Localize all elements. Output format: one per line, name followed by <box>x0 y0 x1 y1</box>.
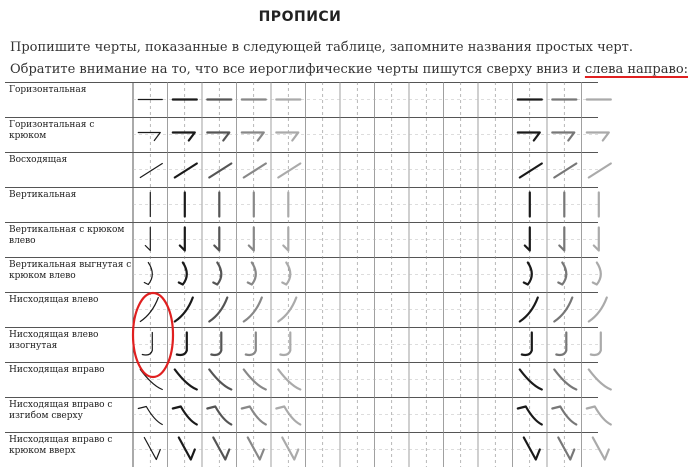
row-label: Вертикальная выгнутая с крюком влево <box>9 260 132 281</box>
stroke-sample <box>518 407 542 425</box>
stroke-sample <box>242 133 264 141</box>
row-label: Нисходящая вправо <box>9 365 105 375</box>
stroke-sample <box>214 228 219 251</box>
stroke-sample <box>276 407 300 425</box>
row-label: Нисходящая влево изогнутая <box>9 330 99 351</box>
row-label: Восходящая <box>9 155 68 165</box>
stroke-sample <box>282 438 298 460</box>
stroke-sample <box>179 263 187 285</box>
stroke-sample <box>276 133 298 141</box>
stroke-sample <box>278 298 296 322</box>
stroke-sample <box>591 333 601 356</box>
stroke-sample <box>140 164 162 178</box>
stroke-sample <box>244 164 266 178</box>
stroke-sample <box>524 438 540 460</box>
stroke-sample <box>518 133 540 141</box>
row-label: Вертикальная <box>9 190 77 200</box>
stroke-sample <box>280 333 290 356</box>
stroke-sample <box>175 164 197 178</box>
stroke-sample <box>145 228 150 251</box>
stroke-sample <box>524 263 532 285</box>
underlined-phrase: слева направо: <box>584 62 688 77</box>
stroke-sample <box>558 438 574 460</box>
row-label: Нисходящая вправо с крюком вверх <box>9 435 113 456</box>
stroke-sample <box>522 333 532 356</box>
grid-lines <box>5 82 598 467</box>
stroke-sample <box>207 133 229 141</box>
stroke-sample <box>138 133 160 141</box>
stroke-sample <box>552 407 576 425</box>
stroke-sample <box>248 263 256 285</box>
stroke-sample <box>589 370 611 390</box>
stroke-sample <box>173 407 197 425</box>
stroke-sample <box>180 228 185 251</box>
stroke-sample <box>138 407 162 425</box>
stroke-sample <box>213 263 221 285</box>
stroke-sample <box>246 333 256 356</box>
practice-grid <box>5 82 598 467</box>
instructions <box>10 37 688 81</box>
stroke-sample <box>278 164 300 178</box>
stroke-sample <box>587 133 609 141</box>
stroke-sample <box>283 228 288 251</box>
stroke-sample <box>520 164 542 178</box>
stroke-sample <box>242 407 266 425</box>
stroke-sample <box>554 298 572 322</box>
stroke-practice-table <box>5 82 598 467</box>
stroke-sample <box>140 298 158 322</box>
stroke-sample <box>144 263 152 285</box>
row-label: Вертикальная с крюком влево <box>9 225 125 246</box>
stroke-sample <box>144 438 160 460</box>
stroke-sample <box>593 438 609 460</box>
instruction-line-2-text: Обратите внимание на то, что все иероглифические черты пишутся сверху вниз и <box>10 62 585 77</box>
row-label: Горизонтальная <box>9 85 87 95</box>
stroke-sample <box>589 164 611 178</box>
instruction-line-1: Пропишите черты, показанные в следующей таблице, запомните названия простых черт. <box>10 40 634 55</box>
stroke-sample <box>556 333 566 356</box>
stroke-sample <box>209 164 231 178</box>
stroke-sample <box>173 133 195 141</box>
stroke-sample <box>594 228 599 251</box>
stroke-sample <box>249 228 254 251</box>
instruction-line-2 <box>10 59 688 81</box>
stroke-sample <box>142 333 152 356</box>
stroke-sample <box>179 438 195 460</box>
row-label: Горизонтальная с крюком <box>9 120 95 141</box>
stroke-sample <box>593 263 601 285</box>
stroke-sample <box>282 263 290 285</box>
stroke-sample <box>177 333 187 356</box>
stroke-sample <box>525 228 530 251</box>
stroke-sample <box>558 263 566 285</box>
stroke-sample <box>552 133 574 141</box>
row-label: Нисходящая вправо с изгибом сверху <box>9 400 113 421</box>
stroke-sample <box>211 333 221 356</box>
stroke-sample <box>207 407 231 425</box>
stroke-sample <box>554 164 576 178</box>
stroke-sample <box>559 228 564 251</box>
stroke-sample <box>248 438 264 460</box>
page-title: ПРОПИСИ <box>258 9 342 25</box>
row-label: Нисходящая влево <box>9 295 99 305</box>
red-highlight-circle <box>133 293 173 377</box>
stroke-sample <box>213 438 229 460</box>
stroke-sample <box>587 407 611 425</box>
